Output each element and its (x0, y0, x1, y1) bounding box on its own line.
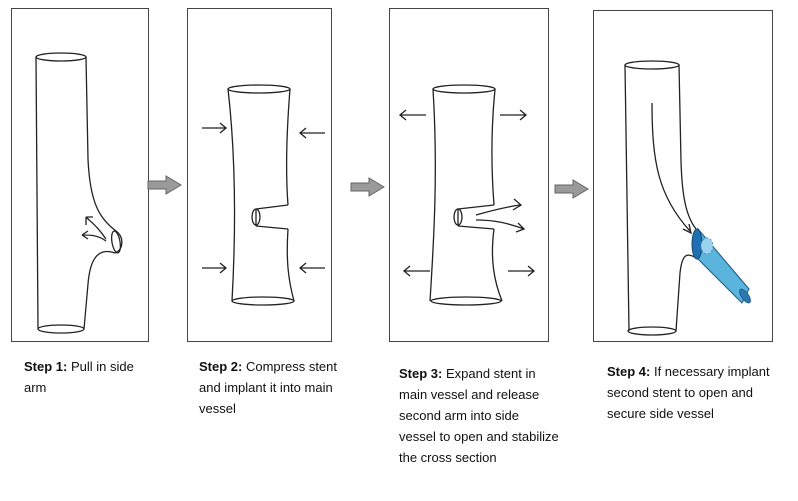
next-step-arrow (553, 178, 591, 200)
step-3-text: Expand stent in main vessel and release second arm into side vessel to open and stabilize the cross section (399, 366, 559, 465)
step-3-panel (389, 8, 549, 342)
step-4-text: If necessary implant second stent to open and secure side vessel (607, 364, 770, 421)
step-2-panel (187, 8, 332, 342)
step-4-title: Step 4: (607, 364, 651, 379)
next-step-arrow (146, 174, 184, 196)
step-1-title: Step 1: (24, 359, 68, 374)
step-4-illustration (594, 11, 774, 343)
step-2-caption (199, 356, 349, 419)
step-2-illustration (188, 9, 333, 343)
step-1-caption (24, 356, 154, 398)
step-4-panel (593, 10, 773, 342)
step-1-illustration (12, 9, 150, 343)
step-2-title: Step 2: (199, 359, 243, 374)
step-3-title: Step 3: (399, 366, 443, 381)
step-1-panel (11, 8, 149, 342)
next-step-arrow (349, 176, 387, 198)
step-3-caption (399, 363, 559, 468)
step-1-text: Pull in side arm (24, 359, 134, 395)
step-3-illustration (390, 9, 550, 343)
step-2-text: Compress stent and implant it into main vessel (199, 359, 338, 416)
step-4-caption (607, 361, 782, 424)
